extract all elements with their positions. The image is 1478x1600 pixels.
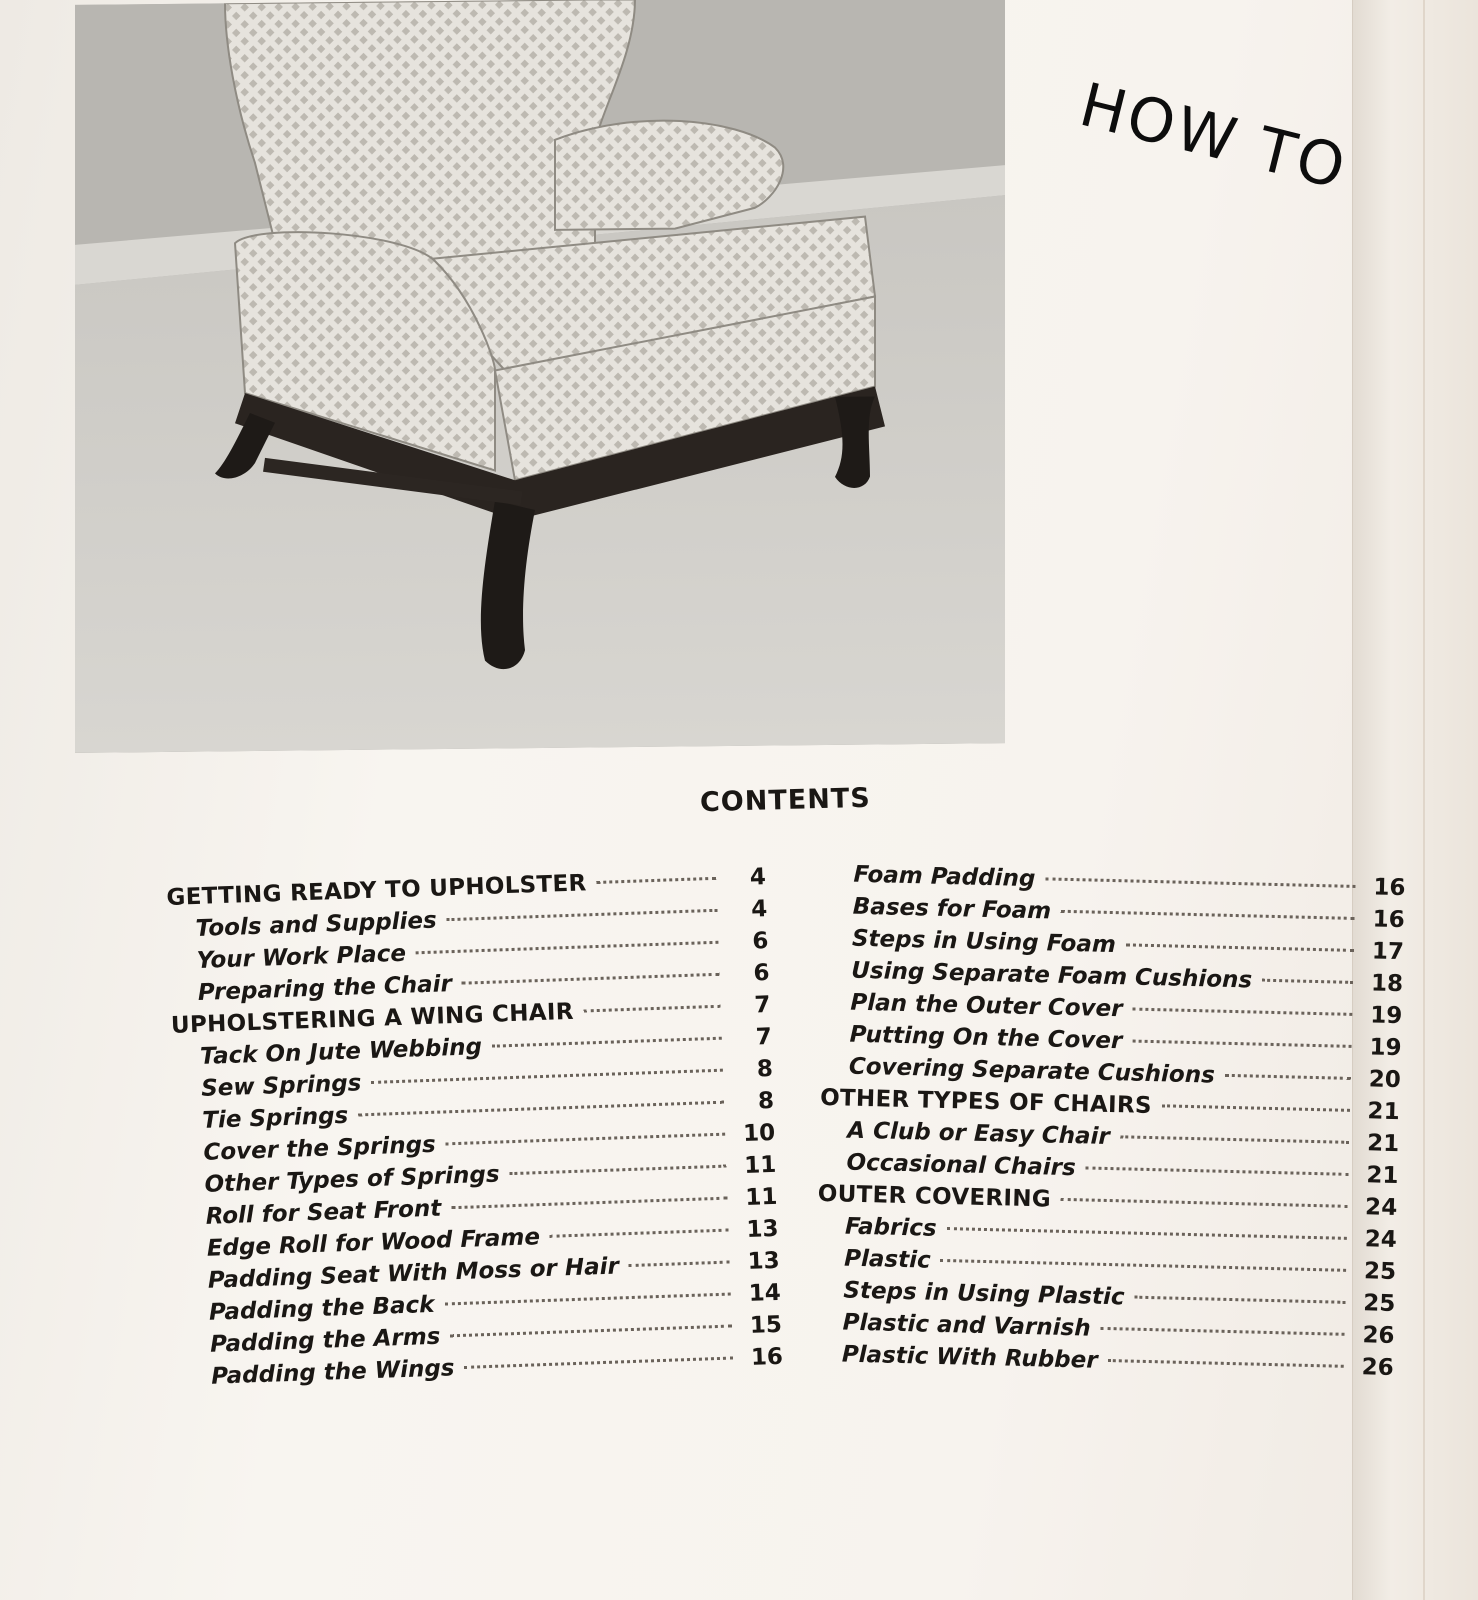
dot-leader: [1045, 877, 1355, 888]
toc-entry-page-number: 7: [753, 991, 772, 1019]
dot-leader: [1108, 1359, 1344, 1368]
toc-entry-page-number: 15: [749, 1311, 783, 1339]
toc-entry-label: OUTER COVERING: [817, 1180, 1052, 1213]
toc-entry-label: Tie Springs: [201, 1102, 349, 1134]
toc-entry-label: Preparing the Chair: [197, 971, 453, 1006]
toc-entry-page-number: 25: [1363, 1258, 1397, 1286]
toc-entry-label: Padding the Back: [208, 1291, 435, 1326]
toc-entry-page-number: 6: [753, 960, 770, 987]
dot-leader: [1126, 943, 1354, 952]
dot-leader: [492, 1037, 722, 1048]
dot-leader: [462, 973, 720, 985]
toc-entry-label: OTHER TYPES OF CHAIRS: [819, 1084, 1153, 1120]
toc-right-column: [813, 858, 1405, 1384]
dot-leader: [550, 1229, 729, 1238]
dot-leader: [1162, 1104, 1350, 1112]
dot-leader: [509, 1165, 726, 1176]
toc-entry-label: Other Types of Springs: [204, 1161, 500, 1198]
toc-entry-label: Steps in Using Plastic: [843, 1277, 1125, 1311]
dot-leader: [596, 877, 716, 884]
toc-entry-page-number: 11: [744, 1183, 778, 1211]
toc-entry-label: A Club or Easy Chair: [847, 1117, 1111, 1151]
toc-entry-page-number: 8: [756, 1055, 774, 1083]
dot-leader: [941, 1259, 1346, 1272]
toc-entry-label: Fabrics: [844, 1213, 937, 1242]
dot-leader: [947, 1227, 1347, 1240]
toc-entry-page-number: 26: [1362, 1322, 1395, 1350]
toc-entry-label: Occasional Chairs: [846, 1149, 1077, 1182]
toc-entry-label: Padding Seat With Moss or Hair: [207, 1253, 620, 1294]
dot-leader: [444, 1293, 730, 1306]
toc-entry-label: Foam Padding: [853, 861, 1036, 893]
toc-entry-label: GETTING READY TO UPHOLSTER: [166, 870, 587, 911]
toc-entry-page-number: 24: [1364, 1194, 1398, 1222]
toc-entry-label: Padding the Arms: [209, 1323, 441, 1358]
toc-entry-label: Bases for Foam: [852, 893, 1052, 925]
dot-leader: [629, 1261, 730, 1268]
contents-heading: CONTENTS: [699, 782, 872, 819]
toc-entry-label: Cover the Springs: [203, 1131, 437, 1166]
toc-entry-label: Steps in Using Foam: [851, 925, 1117, 959]
toc-entry-label: Plastic: [843, 1245, 931, 1274]
toc-entry-label: Edge Roll for Wood Frame: [206, 1224, 541, 1262]
toc-entry-label: Roll for Seat Front: [205, 1195, 442, 1230]
toc-entry-page-number: 11: [743, 1151, 777, 1179]
toc-entry-page-number: 18: [1370, 970, 1404, 998]
toc-entry-label: Your Work Place: [196, 940, 407, 974]
toc-entry-page-number: 10: [742, 1119, 776, 1148]
toc-entry-label: Plan the Outer Cover: [850, 989, 1123, 1023]
dot-leader: [1262, 979, 1353, 984]
toc-entry-label: Tools and Supplies: [195, 907, 438, 942]
toc-entry-page-number: 19: [1369, 1002, 1403, 1030]
dot-leader: [1132, 1008, 1352, 1016]
toc-entry-page-number: 25: [1362, 1290, 1396, 1318]
toc-entry-label: Covering Separate Cushions: [848, 1053, 1216, 1089]
toc-entry-page-number: 7: [755, 1023, 773, 1051]
toc-entry-page-number: 21: [1366, 1130, 1400, 1158]
toc-entry-label: Putting On the Cover: [849, 1021, 1123, 1055]
toc-entry-page-number: 13: [747, 1247, 781, 1275]
toc-entry-label: Tack On Jute Webbing: [199, 1034, 483, 1070]
dot-leader: [1120, 1135, 1350, 1144]
dot-leader: [1101, 1327, 1345, 1336]
dot-leader: [451, 1197, 727, 1210]
toc-entry-page-number: 20: [1368, 1066, 1402, 1094]
toc-entry-page-number: 16: [750, 1343, 784, 1371]
dot-leader: [584, 1005, 721, 1013]
toc-entry-label: Using Separate Foam Cushions: [850, 957, 1253, 994]
toc-entry-page-number: 4: [749, 864, 767, 891]
toc-entry-page-number: 6: [751, 928, 769, 955]
toc-entry-label: Plastic With Rubber: [841, 1341, 1098, 1374]
toc-entry-page-number: 21: [1367, 1098, 1401, 1126]
dot-leader: [1225, 1074, 1351, 1080]
toc-entry-page-number: 19: [1369, 1034, 1402, 1062]
toc-entry-page-number: 24: [1364, 1226, 1398, 1254]
toc-entry-page-number: 14: [748, 1279, 782, 1307]
toc-entry-page-number: 17: [1371, 938, 1405, 966]
dot-leader: [416, 941, 719, 955]
toc-entry-page-number: 8: [757, 1087, 775, 1115]
toc-entry-page-number: 4: [750, 896, 768, 923]
dot-leader: [447, 909, 718, 921]
toc-left-column: [166, 861, 784, 1394]
dot-leader: [1132, 1040, 1351, 1048]
toc-entry-page-number: 16: [1372, 906, 1405, 934]
dot-leader: [1134, 1296, 1345, 1304]
dot-leader: [1061, 910, 1355, 920]
toc-entry-page-number: 13: [746, 1215, 779, 1243]
headline-title: HOW TO: [1073, 70, 1355, 204]
dot-leader: [1086, 1166, 1349, 1175]
dot-leader: [446, 1133, 726, 1146]
dot-leader: [371, 1069, 723, 1084]
toc-entry-label: Plastic and Varnish: [842, 1309, 1091, 1342]
dot-leader: [464, 1357, 733, 1369]
dot-leader: [358, 1101, 724, 1117]
toc-entry-label: Padding the Wings: [210, 1355, 455, 1390]
toc-entry-label: Sew Springs: [200, 1070, 362, 1102]
toc-entry-page-number: 16: [1373, 874, 1406, 902]
toc-entry-label: UPHOLSTERING A WING CHAIR: [170, 998, 575, 1039]
toc-entry-page-number: 26: [1361, 1354, 1395, 1382]
dot-leader: [450, 1325, 732, 1338]
dot-leader: [1061, 1198, 1348, 1208]
toc-entry-page-number: 21: [1366, 1162, 1399, 1190]
